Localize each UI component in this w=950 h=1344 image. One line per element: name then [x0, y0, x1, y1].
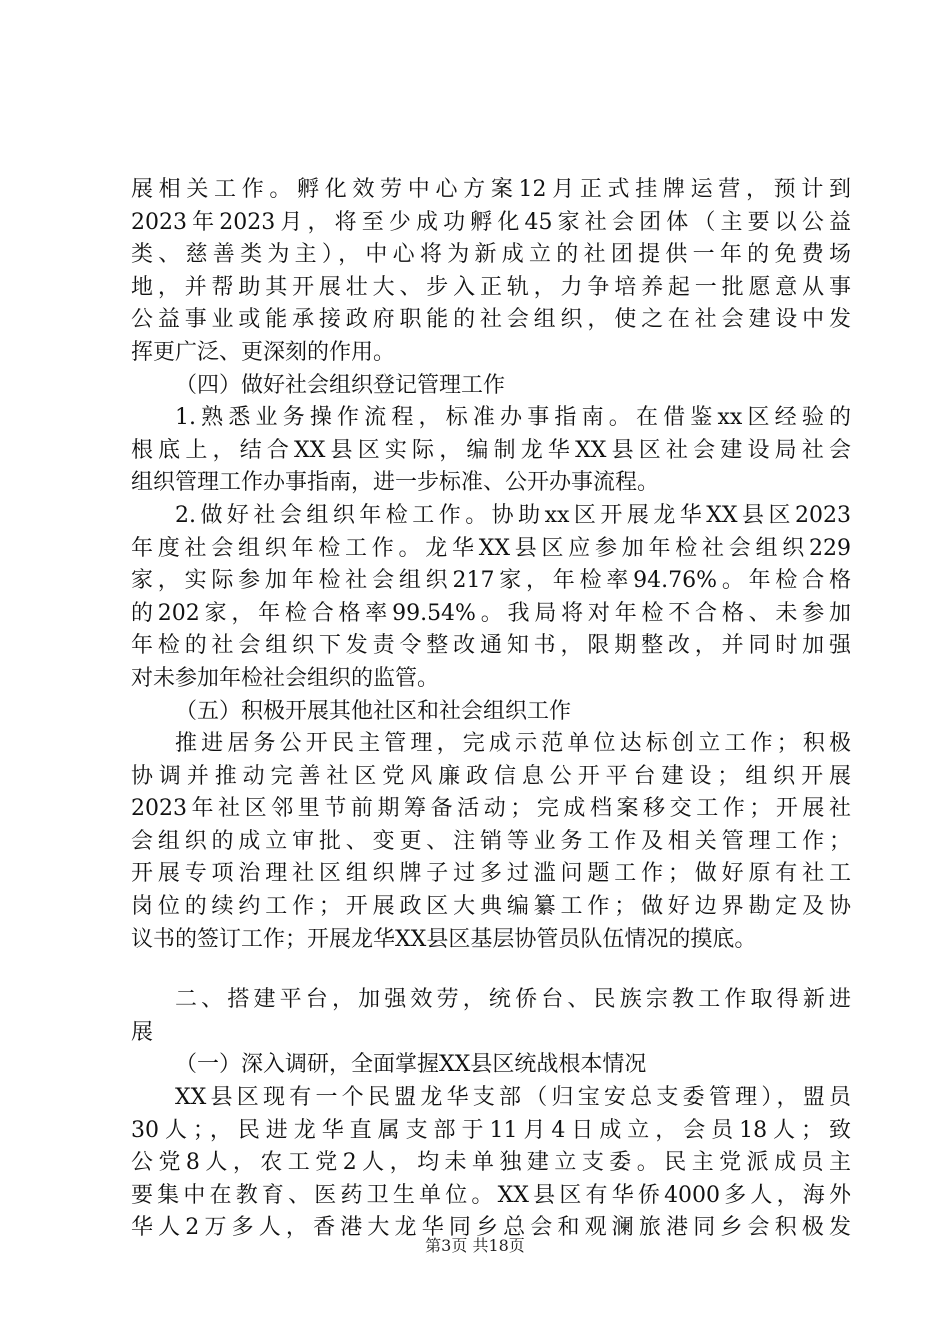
paragraph-united-front-overview — [131, 1082, 851, 1245]
text-line: 1.熟悉业务操作流程，标准办事指南。在借鉴xx区经验的 — [175, 405, 851, 431]
text-line: 协调并推动完善社区党风廉政信息公开平台建设；组织开展 — [131, 763, 851, 789]
section-gap — [131, 956, 851, 984]
text-line: 公益事业或能承接政府职能的社会组织，使之在社会建设中发 — [131, 307, 851, 333]
text-line: 议书的签订工作；开展龙华XX县区基层协管员队伍情况的摸底。 — [131, 926, 757, 952]
text-line: 岗位的续约工作；开展政区大典编纂工作；做好边界勘定及协 — [131, 894, 851, 920]
text-line: 地，并帮助其开展壮大、步入正轨，力争培养起一批愿意从事 — [131, 274, 851, 300]
section-heading-2-1: （一）深入调研，全面掌握XX县区统战根本情况 — [175, 1052, 647, 1078]
text-line: 会组织的成立审批、变更、注销等业务工作及相关管理工作； — [131, 828, 851, 854]
section-title-2 — [131, 984, 851, 1049]
paragraph-incubation-center — [131, 174, 851, 370]
text-line: 家，实际参加年检社会组织217家，年检率94.76%。年检合格 — [131, 568, 851, 594]
text-line: 30人；，民进龙华直属支部于11月4日成立，会员18人；致 — [131, 1117, 851, 1143]
text-line: 开展专项治理社区组织牌子过多过滥问题工作；做好原有社工 — [131, 861, 851, 887]
text-line: 展 — [131, 1019, 154, 1045]
text-line: 公党8人，农工党2人，均未单独建立支委。民主党派成员主 — [131, 1150, 851, 1176]
text-line: 要集中在教育、医药卫生单位。XX县区有华侨4000多人，海外 — [131, 1182, 851, 1208]
text-line: 2023年2023月，将至少成功孵化45家社会团体（主要以公益 — [131, 209, 851, 235]
text-line: 2023年社区邻里节前期筹备活动；完成档案移交工作；开展社 — [131, 796, 851, 822]
text-line: 推进居务公开民主管理，完成示范单位达标创立工作；积极 — [175, 731, 851, 757]
paragraph-item-2 — [131, 500, 851, 696]
text-line: 年度社会组织年检工作。龙华XX县区应参加年检社会组织229 — [131, 535, 851, 561]
text-line: 华人2万多人，香港大龙华同乡总会和观澜旅港同乡会积极发 — [131, 1215, 851, 1241]
text-line: 组织管理工作办事指南，进一步标准、公开办事流程。 — [131, 470, 660, 496]
text-line: 2.做好社会组织年检工作。协助xx区开展龙华XX县区2023 — [175, 502, 851, 528]
section-heading-5: （五）积极开展其他社区和社会组织工作 — [175, 698, 572, 724]
text-line: 挥更广泛、更深刻的作用。 — [131, 339, 396, 365]
document-body — [131, 174, 851, 1245]
text-line: 根底上，结合XX县区实际，编制龙华XX县区社会建设局社会 — [131, 437, 851, 463]
page-footer: 第3页 共18页 — [425, 1236, 525, 1255]
text-line: XX县区现有一个民盟龙华支部（归宝安总支委管理），盟员 — [175, 1085, 851, 1111]
text-line: 对未参加年检社会组织的监管。 — [131, 665, 440, 691]
paragraph-item-1 — [131, 402, 851, 500]
paragraph-community-work — [131, 728, 851, 956]
text-line: 二、搭建平台，加强效劳，统侨台、民族宗教工作取得新进 — [175, 987, 851, 1013]
text-line: 的202家，年检合格率99.54%。我局将对年检不合格、未参加 — [131, 600, 851, 626]
section-heading-4: （四）做好社会组织登记管理工作 — [175, 372, 506, 398]
text-line: 展相关工作。孵化效劳中心方案12月正式挂牌运营，预计到 — [131, 177, 851, 202]
text-line: 年检的社会组织下发责令整改通知书，限期整改，并同时加强 — [131, 633, 851, 659]
text-line: 类、慈善类为主），中心将为新成立的社团提供一年的免费场 — [131, 242, 851, 268]
